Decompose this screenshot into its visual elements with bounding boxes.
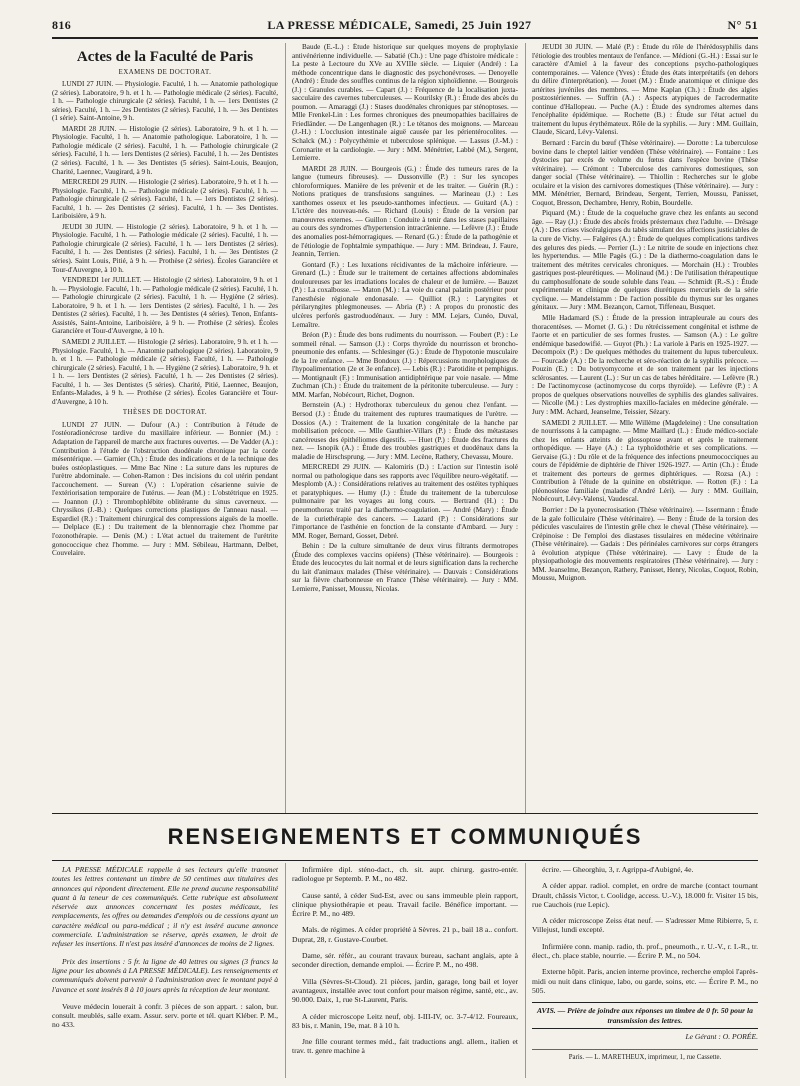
these-entry: Bréon (P.) : Étude des bons rudiments du nourrisson. — Foubert (P.) : Le sommeil rénal. — Samson (J.) : Corps thyroïde du nourrisson et broncho-pneumonie des enfants. — Schlesinger (G.) : Étude de l'hypotonie musculaire de la 1re enfance. — Mme Bondoux (J.) : Répercussions morphologiques de l'hypoalimentation (2e et 3e enfance). — Lebis (R.) : Parotidite et pemphigus. — Montignault (F.) : Immunisation antidiphtérique par voie nasale. — Mme Zuchman (Ch.) : Étude du traitement de la péritonite tuberculeuse. — Jury : MM. Marfan, Nobécourt, Richet, Dognon. xyxy=(292,331,518,399)
column-divider xyxy=(525,43,526,813)
examen-entry: MERCREDI 29 JUIN. — Histologie (2 séries). Laboratoire, 9 h. et 1 h. — Physiologie. Faculté, 1 h. — Pathologie médicale (2 séries). Faculté, 1 h. — Pathologie chirurgicale (2 séries). Faculté, 1 h. — 1ers Dentistes (2 séries). Faculté, 1 h. — 2es Dentistes (2 séries). Faculté, 1 h. — 3es Dentistes. Lariboisière, à 9 h. xyxy=(52,178,278,221)
these-entry: Bernstein (A.) : Hydrothorax tuberculeux du genou chez l'enfant. — Bersod (J.) : Étude du traitement des ruptures traumatiques de l'urètre. — Dossios (A.) : Traitement de la luxation congénitale de la hanche par mobilisation précoce. — Mlle Gauthier-Villars (P.) : Étude des métastases cancéreuses des épithéliomes digestifs. — Huet (P.) : Étude des fractures du nez. — Isnopik (A.) : Étude des troubles gastriques et duodénaux dans la maladie de Hirschsprung. — Jury : MM. Lecène, Rathery, Chevassu, Moure. xyxy=(292,401,518,461)
classified-ad: Mals. de régimes. A céder propriété à Sèvres. 21 p., bail 18 a.. confort. Duprat, 28, r. Gustave-Courbet. xyxy=(292,925,518,944)
these-entry: Behin : De la culture simultanée de deux virus filtrants dermotropes (Étude des complexes vaccins opiéens) (Thèse vétérinaire). — Bourgeois : Étude des leucocytes du lait normal et de leurs signification dans la recherche du lait d'animaux malades (Thèse vétérinaire). — Dauvais : Considérations sur la fièvre charbonneuse en France (Thèse vétérinaire). — Jury : MM. Lemierre, Panisset, Moussu, Nicolas. xyxy=(292,542,518,593)
header-rule xyxy=(52,37,758,39)
renseignements-column-1 xyxy=(52,865,278,1037)
renseignements-columns xyxy=(52,861,758,1086)
column-2 xyxy=(292,43,518,813)
these-entry: JEUDI 30 JUIN. — Malé (P.) : Étude du rôle de l'hérédosyphilis dans l'étiologie des troubles mentaux de l'enfance. — Médioni (G.-H.) : Essai sur le caractère d'Amiel à la faveur des conceptions psycho-pathologiques contemporaines. — Valence (Yves) : Étude des états interprétatifs (en dehors du délire d'interprétation). — Jouet (M.) : Étude anatomique et clinique des artérites juvéniles des membres. — Mme Kaplan (Ch.) : Étude des algies postzostériennes. — Suffrin (A.) : Aspects atypiques de l'acrodermatite continue d'Hallopeau. — Puche (A.) : Étude des syndromes alternes dans l'encéphalite épidémique. — Rochette (B.) : Étude sur l'état actuel du traitement du lupus érythémateux. Rôle de la syphilis. — Jury : MM. Guillain, Claude, Sicard, Lévy-Valensi. xyxy=(532,43,758,137)
these-entry: Borrier : De la pyonecrosisation (Thèse vétérinaire). — Issermann : Étude de la gale folliculaire (Thèse vétérinaire). — Beny : Étude de la torsion des pédicules vasculaires de l'intestin grêle chez le cheval (Thèse vétérinaire). — Crépinoise : De l'emploi des diastases tissulaires en médecine vétérinaire (Thèse vétérinaire). — Gadais : Des périnéales carnivores sur corps étrangers à évolution atypique (Thèse vétérinaire). — Lavy : Étude de la physiopathologie des mouvements respiratoires (Thèse vétérinaire). — Jury : MM. Jeanselme, Bezançon, Rathery, Panisset, Henry, Nicolas, Coquot, Robin, Moussu, Muignon. xyxy=(532,505,758,583)
column-divider xyxy=(525,863,526,1078)
section-title-renseignements: RENSEIGNEMENTS ET COMMUNIQUÉS xyxy=(167,824,643,849)
avis-notice: AVIS. — Prière de joindre aux réponses un timbre de 0 fr. 50 pour la transmission des lettres. xyxy=(532,1002,758,1029)
section-title-actes: Actes de la Faculté de Paris xyxy=(76,49,254,65)
classified-ad: Externe hôpit. Paris, ancien interne province, recherche emploi l'après-midi ou nuit dans clinique, labo, ou garde, soins, etc. — Écrire P. M., no 505. xyxy=(532,967,758,995)
column-divider xyxy=(285,863,286,1078)
examens-heading: EXAMENS DE DOCTORAT. xyxy=(118,68,212,76)
classified-ad: A céder microscope Zeiss état neuf. — S'adresser Mme Ribierre, 5, r. Villejust, lundi excepté. xyxy=(532,916,758,935)
classified-ad: A céder microscope Leitz neuf, obj. I-III-IV, oc. 3-7-4/12. Foureaux, 83 bis, r. Manin, 19e, mat. 8 à 10 h. xyxy=(292,1011,518,1030)
actes-columns xyxy=(52,43,758,813)
classified-ad: Jne fille courant termes méd., fait traductions angl. allem., italien et trav. tt. genre machine à xyxy=(292,1037,518,1056)
column-3 xyxy=(532,43,758,813)
classified-ad: Cause santé, à céder Sud-Est, avec ou sans immeuble plein rapport, clinique physiothérapie et peau. Travail facile. Bénéfice important. — Écrire P. M., no 489. xyxy=(292,890,518,919)
theses-heading: THÈSES DE DOCTORAT. xyxy=(122,409,208,417)
renseignements-column-2 xyxy=(292,865,518,1063)
examen-entry: JEUDI 30 JUIN. — Histologie (2 séries). Laboratoire, 9 h. et 1 h. — Physiologie. Faculté, 1 h. — Pathologie médicale (2 séries). Faculté, 1 h. — Pathologie chirurgicale (2 séries). Faculté, 1 h. — 1ers Dentistes (2 séries). Faculté, 1 h. — 2es Dentistes (2 séries). Faculté, 1 h. — 3es Dentistes (2 séries). Saint Louis, Pitié, à 9 h. — Prothèse (2 séries). Écoles Garancière et Tour-d'Auvergne, à 10 h. xyxy=(52,222,278,274)
these-entry: Gontard (F.) : Les luxations récidivantes de la mâchoire inférieure. — Grenard (L.) : Étude sur le traitement de certaines affections abdominales douloureuses par les irradiations locales de chaleur et de lumière. — Bauzet (P.) : La coxalbosse. — Maton (M.) : La voie du canal palatin postérieur pour l'anesthésie régionale endonasale. — Quilliot (R.) : Laryngites et périlaryngites phlegmoneuses. — Abria (P.) : A propos du pronostic des ulcères perforés gastroduodénaux. — Jury : MM. Lejars, Cunéo, Duval, Lemaître. xyxy=(292,260,518,329)
examen-entry: SAMEDI 2 JUILLET. — Histologie (2 séries). Laboratoire, 9 h. et 1 h. — Physiologie. Faculté, 1 h. — Anatomie pathologique (2 séries). Laboratoire, 9 h. et 1 h. — Pathologie médicale (2 séries). Faculté, 1 h. — Pathologie chirurgicale (2 séries). Faculté, 1 h. — Hygiène (2 séries). Laboratoire, 9 h. et 1 h. — 1ers Dentistes (2 séries). Faculté, 1 h. — 2es Dentistes (2 séries). Faculté, 1 h. — 3es Dentistes (5 séries). Charité, Pitié, Laennec, Beaujon, Enfants-Malades, à 9 h. — Prothèse (2 séries). Écoles Garancière et Tour-d'Auvergne, à 10 h. xyxy=(52,337,278,406)
classified-ad: Dame, sér. référ., au courant travaux bureau, sachant anglais, apte à seconder direction, demande emploi. — Écrire P. M., no 498. xyxy=(292,951,518,970)
classified-ad: Villa (Sèvres-St-Cloud). 21 pièces, jardin, garage, long bail et loyer avantageux, installée avec tout confort pour maison régime, santé, etc., av. 90.000. Daix, 1, rue St-Laurent, Paris. xyxy=(292,976,518,1005)
these-entry: MARDI 28 JUIN. — Bourgeois (G.) : Étude des tumeurs rares de la langue (tumeurs fibreuses). — Dussonville (P.) : Sur les syncopes chloroformiques. Manière de les prévenir et de les traiter. — Guérin (R.) : Notions pratiques de transfusions sanguines. — Marineau (J.) : Les xanthomes osseux et les pseudo-xanthomes infectieux. — Guitard (A.) : L'ictère des nouveau-nés. — Richard (Louis) : Étude de la version par manœuvres externes. — Guillon : Conduite à tenir dans les stases papillaires au cours des syndromes d'hypertension intracrânienne. — Lefèvre (J.) : Étude des anomalies post-hémorragiques. — Renard (G.) : Étude de la pathogénie et de l'étiologie de l'ophtalmie sympathique. — Jury : MM. Brindeau, J. Faure, Jeannin, Terrien. xyxy=(292,164,518,259)
insertion-prices: Prix des insertions : 5 fr. la ligne de 40 lettres ou signes (3 francs la ligne pour les abonnés à LA PRESSE MÉDICALE). Les renseignements et communiqués doivent parvenir à l'administration avec le montant payé à l'avance et sont insérés 8 à 10 jours après la réception de leur montant. xyxy=(52,956,278,994)
these-entry: Bernard : Farcin du bœuf (Thèse vétérinaire). — Dorotte : La tuberculose bovine dans le cheptel laitier vendéen (Thèse vétérinaire). — Fontaine : Les dystocies par excès de volume du fœtus dans l'espèce bovine (Thèse vétérinaire). — Crémont : Tuberculose des carnivores domestiques, son danger social (Thèse vétérinaire). — Thiollin : Recherches sur le globe oculaire et la vision des carnivores domestiques (Thèse vétérinaire). — Jury : MM. Ménétrier, Bernard, Brindeau, Sergent, Terrien, Moussu, Panisset, Coquot, Bresson, Dechambre, Henry, Robin, Bourdelle. xyxy=(532,139,758,207)
these-entry: LUNDI 27 JUIN. — Dufour (A.) : Contribution à l'étude de l'ostéoradionécrose tardive du maxillaire inférieur. — Bonnier (M.) : Adaptation de l'appareil de marche aux fractures ouvertes. — De Vadder (A.) : Contribution à l'étude de l'obstruction duodénale chronique par la corde mésentérique. — Garnier (Ch.) : Étude des indications et de la technique des buées ostéoplastiques. — Mme Bac Nine : La suture dans les ruptures de l'urètre abdominale. — Cohen-Ramon : Des incisions du col utérin pendant l'accouchement. — Surean (V.) : L'opération césarienne suivie de l'extériorisation temporaire de l'utérus. — Jean (M.) : L'obstétrique en 1925. — Joannon (J.) : Thrombophlébite oblitérante du sinus caverneux. — Chryssikos (J.-B.) : Quelques corrections plastiques de l'anneau nasal. — Espardiel (R.) : Traitement chirurgical des compressions aiguës de la moelle. — Delplace (E.) : Du traitement de la blennorragie chez l'homme par l'ozonothérapie. — Denis (M.) : L'état actuel du traitement de l'urétrite gonococcique chez l'homme. — Jury : MM. Sébileau, Hartmann, Delbet, Couvelaire. xyxy=(52,420,278,558)
journal-title: LA PRESSE MÉDICALE, Samedi, 25 Juin 1927 xyxy=(267,18,532,32)
journal-page xyxy=(52,18,758,1068)
classified-ad: A céder appar. radiol. complet, en ordre de marche (contact tournant Drault, châssis Victor, t. Coolidge, access. U.-V.), 18.000 fr. Visiter 15 bis, rue Cauchois (rue Lepic). xyxy=(532,881,758,909)
rubric-notice: LA PRESSE MÉDICALE rappelle à ses lecteurs qu'elle transmet toutes les lettres contenant un timbre de 50 centimes aux titulaires des annonces qui répondent directement. Elle ne prend aucune responsabilité quant à la teneur de ces communiqués. Cette rubrique est absolument réservée aux annonces concernant les postes médicaux, les remplacements, les offres ou demandes d'emplois ou de cessions ayant un caractère médical ou para-médical ; il n'y est inséré aucune annonce commerciale. L'administration se réserve, après examen, le droit de refuser les insertions. Il n'est pas inséré d'annonces de moins de 2 lignes. xyxy=(52,865,278,949)
running-header xyxy=(52,18,758,34)
gerant-signature: Le Gérant : O. PORÉE. xyxy=(685,1031,758,1041)
renseignements-column-3 xyxy=(532,865,758,1062)
printer-line: Paris. — L. MARETHEUX, imprimeur, 1, rue Cassette. xyxy=(532,1049,758,1062)
classified-ad: Infirmière dipl. sténo-dact., ch. sit. aupr. chirurg. gastro-entér. radiologue pr Septemb. P. M., no 482. xyxy=(292,865,518,884)
these-entry: SAMEDI 2 JUILLET. — Mlle Willème (Magdeleine) : Une consultation de nourrissons à la campagne. — Mme Maillard (L.) : Étude médico-sociale chez les enfants atteints de glossoptose avant et après le traitement orthopédique. — Haye (A.) : La typhoïdothérie et ses complications. — Gervaise (G.) : Du rôle et de la fréquence des infections pneumococciques au cours de l'épidémie de diphtérie de l'hiver 1926-1927. — Artin (Ch.) : Étude et traitement des porteurs de germes diphtériques. — Rozsa (A.) : Contribution à l'étude de la quinine en obstétrique. — Rotten (F.) : La pléonostéose familiale (maladie d'André Léri). — Jury : MM. Guillain, Nobécourt, Lévy-Valensi, Vaudescal. xyxy=(532,418,758,504)
column-divider xyxy=(285,43,286,813)
column-1 xyxy=(52,43,278,813)
these-entry: Baude (E.-L.) : Étude historique sur quelques moyens de prophylaxie antivénérienne individuelle. — Sabatié (Ch.) : Une page d'histoire médicale : La peste à Lectoure du XVe au XVIIIe siècle. — Liquier (André) : La méthode concentrique dans le diagnostic des psychonévroses. — Denoyelle (André) : Étude des souffles continus de la région xiphoïdienne. — Bourgeois (J.) : Granules curables. — Capart (J.) : Fréquence de la localisation juxta-sacculaire des cavernes tuberculeuses. — Kourilsky (R.) : Étude des abcès du poumon. — Amaraggi (J.) : Stases duodénales chroniques par sténoptoses. — Mlle Frenkel-Lin : Les formes chroniques des pneumopathies bacillaires de Friedländer. — De Langenhagen (R.) : Le tétanos des moignons. — Marceau (J.-H.) : L'occlusion intestinale aiguë causée par les périentérocolites. — Schalck (M.) : Polycythémie et tuberculose splénique. — Lassus (J.-M.) : Coronarite et la cardiologie. — Jury : MM. Ménétrier, Labbé (M.), Sergent, Lemierre. xyxy=(292,43,518,163)
issue-number: N° 51 xyxy=(727,18,758,32)
these-entry: Mlle Hadamard (S.) : Étude de la pression intrapleurale au cours des thoracentèses. — Mornet (J. G.) : Du rétrécissement congénital et isthme de l'aorte et en particulier de ses formes frustes. — Samson (A.) : Le goître endémique basedowifié. — Guyot (Ph.) : La variole à Paris en 1925-1927. — Decompoix (P.) : De quelques méthodes du traitement du lupus tuberculeux. — Fourcade (A.) : De la recherche et séro-réaction de la syphilis précoce. — Pouzin (E.) : Du botryomycome et de son traitement par les injections sclérosantes. — Laurent (L.) : Sur un cas de tabes héréditaire. — Lefèvre (R.) : De l'actinomycose (actinomycose du corps thyroïde). — Lefèvre (P.) : A propos de quelques observations nouvelles de syphilis des glandes salivaires. — Nicolle (M.) : Les dystrophies maxillo-faciales en médecine générale. — Jury : MM. Achard, Jeanselme, Teissier, Sézary. xyxy=(532,313,758,416)
classified-ad: Veuve médecin louerait à confr. 3 pièces de son appart. : salon, bur. consult. meublés, salle exam. Assur. serv. porte et tél. quart Kléber. P. M., no 433. xyxy=(52,1001,278,1030)
examen-entry: VENDREDI 1er JUILLET. — Histologie (2 séries). Laboratoire, 9 h. et 1 h. — Physiologie. Faculté, 1 h. — Pathologie médicale (2 séries). Faculté, 1 h. — Pathologie chirurgicale (2 séries). Faculté, 1 h. — Hygiène (2 séries). Laboratoire, 9 h. et 1 h. — 1ers Dentistes (2 séries). Faculté, 1 h. — 2es Dentistes (2 séries). Faculté, 1 h. — 3es Dentistes (4 séries). Tenon, Enfants-Assistés, Saint-Antoine, Lariboisière, à 9 h. — Prothèse (2 séries). Écoles Garancière et Tour-d'Auvergne, à 10 h. xyxy=(52,276,278,336)
examen-entry: MARDI 28 JUIN. — Histologie (2 séries). Laboratoire, 9 h. et 1 h. — Physiologie. Faculté, 1 h. — Anatomie pathologique. Laboratoire, 1 h. — Pathologie médicale (2 séries). Faculté, 1 h. — Pathologie chirurgicale (2 séries). Faculté, 1 h. — 1ers Dentistes (2 séries). Faculté, 1 h. — 2es Dentistes (2 séries). Faculté, 1 h. — 3es Dentistes (5 séries). Saint-Louis, Beaujon, Charité, Laennec, Vaugirard, à 9 h. xyxy=(52,124,278,176)
these-entry: Piquard (M.) : Étude de la coqueluche grave chez les enfants au second âge. — Ray (J.) : Étude des abcès froids présternaux chez l'adulte. — Drésage (A.) : Des crises viscéralgiques du tabès simulant des affections justiciables de la cure de Vichy. — Falgères (A.) : Étude de quelques complications tardives des gelures des pieds. — Perrier (L.) : Le nitrite de soude en injections chez les hypertendus. — Mlle Pagès (G.) : De la diathermo-coagulation dans le traitement des métrites cervicales chroniques. — Morchain (H.) : Troubles gastriques post-pleurétiques. — Molinaud (M.) : De l'utilisation thérapeutique du camphosulfonate de soude soluble dans l'eau. — Schmidt (R.-S.) : Étude expérimentale et clinique de quelques diurétiques mercuriels de la série cyclique. — Mandelstamm : De l'action possible du thymus sur les organes génitaux. — Jury : MM. Bezançon, Carnot, Tiffeneau, Busquet. xyxy=(532,209,758,312)
these-entry: MERCREDI 29 JUIN. — Kalomiris (D.) : L'action sur l'intestin isolé normal ou pathologique dans ses rapports avec l'équilibre neuro-végétatif. — Mesplomb (A.) : Considérations relatives au traitement des ostéites typhiques et paratyphiques. — Humy (J.) : Étude du traitement de la tuberculose pulmonaire par les voyages au long cours. — Bertrand (H.) : Du pneumothorax traité par la diathermo-coagulation. — André (Mary) : Étude de la curiethérapie des cancers. — Lazard (P.) : Considérations sur l'importance de l'asthénie en fonction de la constante d'Ambard. — Jury : MM. Roger, Bernard, Gosset, Debré. xyxy=(292,463,518,540)
examen-entry: LUNDI 27 JUIN. — Physiologie. Faculté, 1 h. — Anatomie pathologique (2 séries). Laboratoire, 9 h. et 1 h. — Pathologie médicale (2 séries). Faculté, 1 h. — Pathologie chirurgicale (2 séries). Faculté, 1 h. — 1ers Dentistes (2 séries). Faculté, 1 h. — 2es Dentistes (2 séries). Faculté, 1 h. — 3es Dentistes (1 série). Saint-Antoine, 9 h. xyxy=(52,80,278,123)
page-number: 816 xyxy=(52,18,72,32)
classified-ad: Infirmière conn. manip. radio, th. prof., pneumoth., r. U.-V., r. I.-R., tr. élect., ch. place stable, nourrie. — Écrire P. M., no 504. xyxy=(532,941,758,961)
classified-ad: écrire. — Gheorghiu, 3, r. Agrippa-d'Aubigné, 4e. xyxy=(542,865,694,874)
